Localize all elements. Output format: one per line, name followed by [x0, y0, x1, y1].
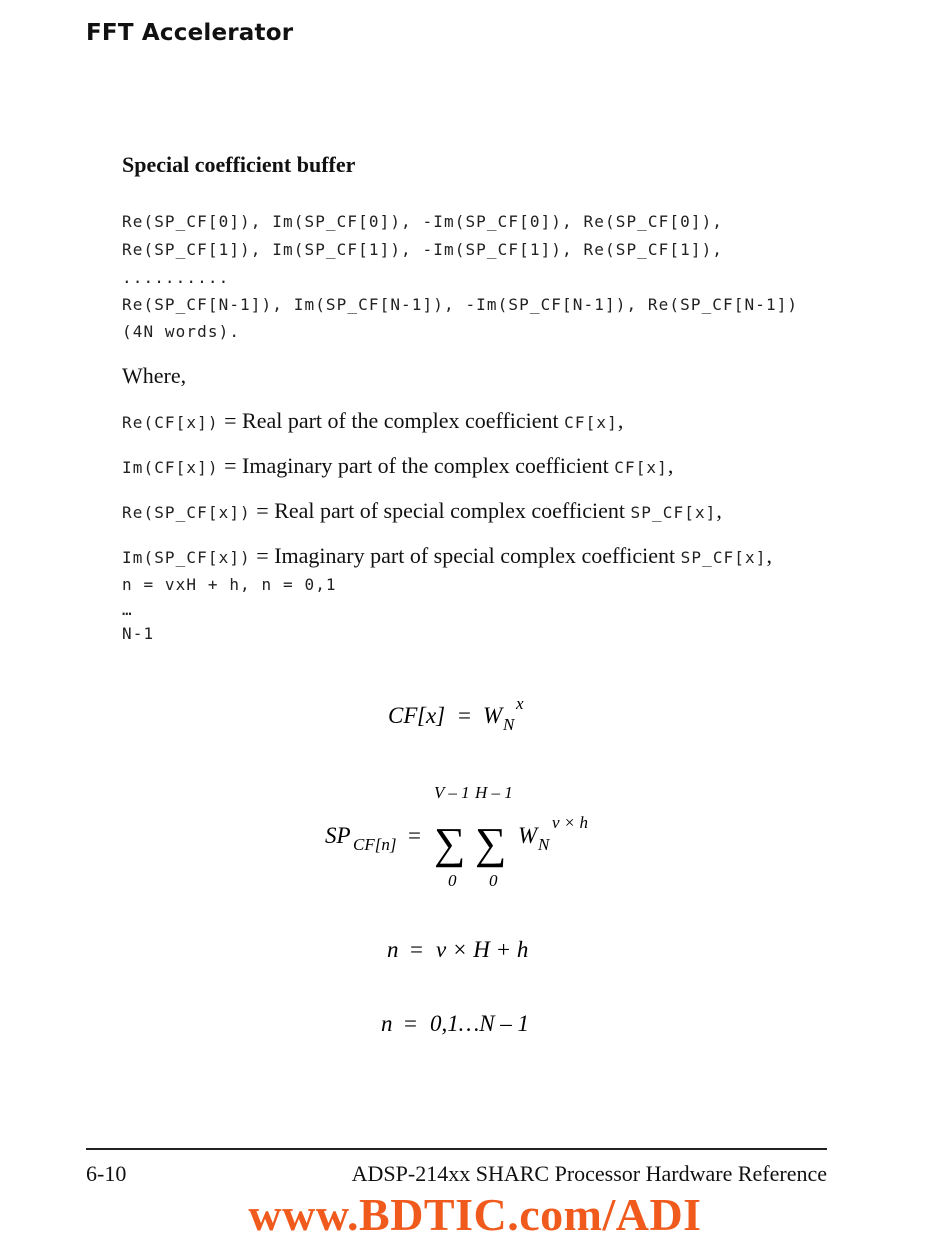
eq2-sigma-inner: ∑ — [475, 819, 507, 868]
definition-term: Re(SP_CF[x]) — [122, 503, 251, 522]
definition-tail: , — [766, 543, 772, 568]
buffer-line-1: Re(SP_CF[0]), Im(SP_CF[0]), -Im(SP_CF[0]), Re(SP_CF[0]), — [122, 212, 724, 231]
definition-im-cf — [122, 453, 673, 479]
equation-n-range — [365, 1004, 565, 1044]
buffer-line-2: Re(SP_CF[1]), Im(SP_CF[1]), -Im(SP_CF[1]), Re(SP_CF[1]), — [122, 240, 724, 259]
eq2-lhs-sub: CF[n] — [353, 835, 397, 854]
book-title: ADSP-214xx SHARC Processor Hardware Reference — [351, 1161, 827, 1186]
section-title: Special coefficient buffer — [122, 152, 356, 177]
eq4-lhs: n — [381, 1011, 393, 1036]
definition-ref: SP_CF[x] — [680, 548, 767, 567]
definition-text: = Real part of the complex coefficient — [218, 408, 565, 433]
eq2-lower-inner: 0 — [489, 871, 498, 890]
eq2-upper-h: H – 1 — [475, 783, 513, 802]
eq1-equals: = — [458, 703, 471, 728]
footer-divider — [86, 1148, 827, 1150]
page-number: 6-10 — [86, 1161, 127, 1186]
definition-tail: , — [716, 498, 722, 523]
eq2-sub: N — [538, 835, 550, 854]
where-label: Where, — [122, 363, 187, 388]
eq1-sub: N — [503, 715, 515, 734]
definition-re-cf — [122, 408, 623, 434]
eq3-equals: = — [410, 937, 423, 962]
definition-tail: , — [667, 453, 674, 478]
definition-ref: CF[x] — [564, 413, 618, 432]
equation-cf — [370, 692, 570, 742]
definition-text: = Imaginary part of the complex coefficient — [218, 453, 615, 478]
eq2-lower-outer: 0 — [448, 871, 457, 890]
definition-text: = Real part of special complex coefficient — [250, 498, 631, 523]
eq2-upper-v: V – 1 — [434, 783, 470, 802]
equation-n-index — [370, 930, 570, 970]
definition-im-sp-cf — [122, 543, 772, 569]
eq4-equals: = — [404, 1011, 417, 1036]
eq1-lhs-arg: [x] — [417, 703, 446, 728]
definition-term: Im(SP_CF[x]) — [122, 548, 251, 567]
eq3-lhs: n — [387, 937, 399, 962]
index-line-ellipsis: … — [122, 600, 133, 619]
definition-term: Re(CF[x]) — [122, 413, 219, 432]
definition-ref: CF[x] — [614, 458, 668, 477]
definition-ref: SP_CF[x] — [630, 503, 717, 522]
eq2-sup: v × h — [552, 813, 589, 832]
eq1-lhs: CF — [388, 703, 418, 728]
watermark-link: www.BDTIC.com/ADI — [248, 1189, 702, 1240]
eq1-sup: x — [516, 694, 524, 713]
eq2-base: W — [518, 823, 538, 848]
buffer-line-ellipsis: .......... — [122, 268, 230, 287]
eq3-rhs: v × H + h — [436, 937, 529, 962]
eq2-lhs: SP — [325, 823, 351, 848]
definition-term: Im(CF[x]) — [122, 458, 219, 477]
page-header-title: FFT Accelerator — [86, 20, 294, 46]
definition-tail: , — [617, 408, 624, 433]
buffer-word-count: (4N words). — [122, 322, 241, 341]
equation-sp-cf-sum — [320, 778, 620, 896]
eq2-sigma-outer: ∑ — [434, 819, 466, 868]
eq2-equals: = — [408, 823, 421, 848]
buffer-line-last: Re(SP_CF[N-1]), Im(SP_CF[N-1]), -Im(SP_CF[N-1]), Re(SP_CF[N-1]) — [122, 295, 799, 314]
eq4-rhs: 0,1…N – 1 — [430, 1011, 530, 1036]
eq1-base: W — [483, 703, 503, 728]
definition-re-sp-cf — [122, 498, 722, 524]
index-line-last: N-1 — [122, 624, 155, 643]
index-line-1: n = vxH + h, n = 0,1 — [122, 575, 337, 594]
definition-text: = Imaginary part of special complex coefficient — [250, 543, 681, 568]
